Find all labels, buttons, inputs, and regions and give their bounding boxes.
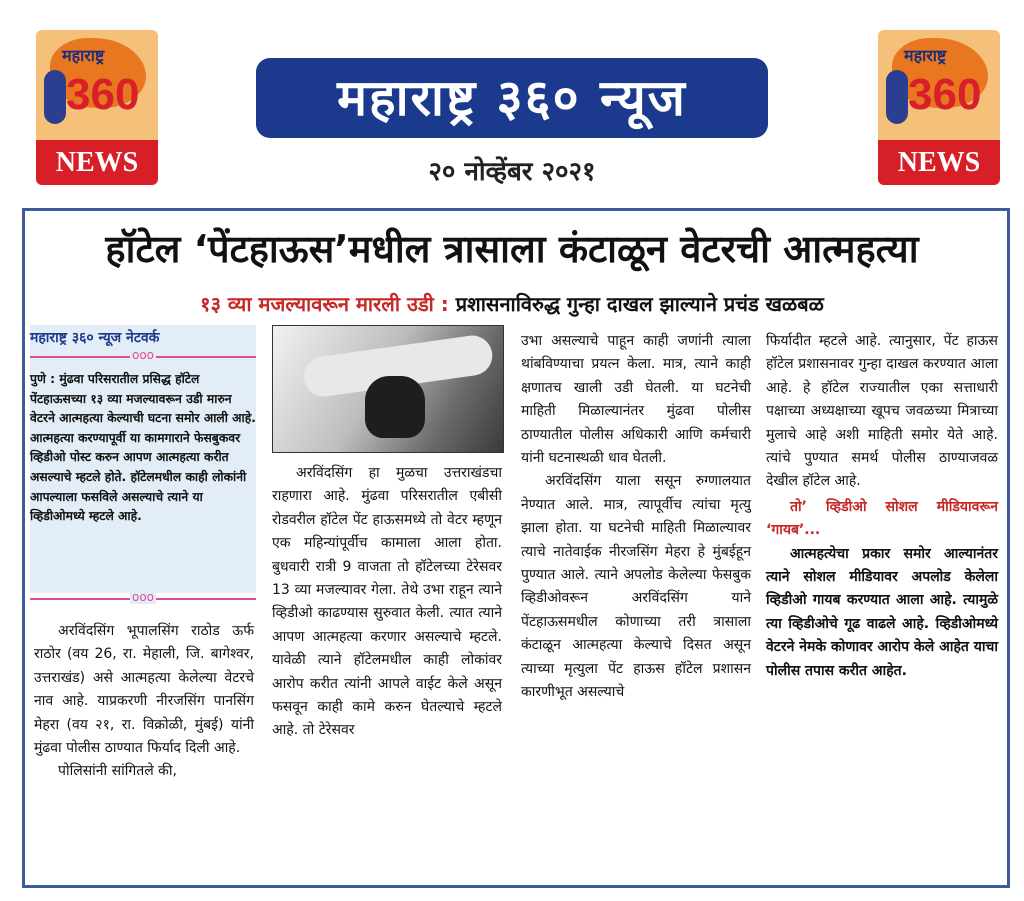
column-1-paragraph-2: पोलिसांनी सांगितले की, bbox=[58, 763, 177, 780]
logo-brand-text: महाराष्ट्र bbox=[904, 46, 947, 65]
ornament-icon: ooo bbox=[132, 590, 155, 604]
column-1-paragraph-1: अरविंदसिंग भूपालसिंग राठोड ऊर्फ राठोर (वय 26, रा. मेहाली, जि. बागेश्वर, उत्तराखंड) असे आत्महत्या केलेल्या वेटरचे नाव आहे. याप्रकरणी नीरजसिंग पानसिंग मेहरा (वय २१, रा. विक्रोळी, मुंबई) यांनी मुंढवा पोलीस ठाण्यात फिर्याद दिली आहे. bbox=[34, 623, 254, 757]
logo-news-label: NEWS bbox=[36, 140, 158, 185]
column-4-paragraph-2: आत्महत्येचा प्रकार समोर आल्यानंतर त्याने सोशल मीडियावर अपलोड केलेला व्हिडीओ गायब करण्यात आला आहे. त्यामुळे त्या व्हिडीओचे गूढ वाढले आहे. व्हिडीओमध्ये वेटरने नेमके कोणावर आरोप केले आहेत याचा पोलीस तपास करीत आहेत. bbox=[766, 545, 998, 679]
column-4 bbox=[766, 330, 998, 683]
ornament-divider-top bbox=[30, 348, 256, 362]
article-headline: हॉटेल ‘पेंटहाऊस’मधील त्रासाला कंटाळून वेटरची आत्महत्या bbox=[105, 227, 919, 271]
logo-news-label: NEWS bbox=[878, 140, 1000, 185]
publication-date: २० नोव्हेंबर २०२१ bbox=[428, 157, 596, 187]
logo-brand-text: महाराष्ट्र bbox=[62, 46, 105, 65]
column-2 bbox=[272, 462, 502, 743]
subhead-text: प्रशासनाविरुद्ध गुन्हा दाखल झाल्याने प्रचंड खळबळ bbox=[448, 292, 824, 316]
logo-right bbox=[878, 30, 1000, 185]
microphone-icon bbox=[44, 70, 66, 124]
column-3-paragraph-1: उभा असल्याचे पाहून काही जणांनी त्याला थांबविण्याचा प्रयत्न केला. मात्र, त्याने काही क्षणातच खाली उडी घेतली. या घटनेची माहिती मिळाल्यानंतर मुंढवा पोलीस ठाण्यातील पोलीस अधिकारी आणि कर्मचारी यांनी घटनास्थळी धाव घेतली. bbox=[521, 333, 751, 467]
logo-number: 360 bbox=[66, 70, 140, 119]
logo-number: 360 bbox=[908, 70, 982, 119]
microphone-icon bbox=[886, 70, 908, 124]
article-subhead bbox=[36, 290, 988, 317]
column-2-paragraph: अरविंदसिंग हा मुळचा उत्तराखंडचा राहणारा आहे. मुंढवा परिसरातील एबीसी रोडवरील हॉटेल पेंट हाऊसमध्ये तो वेटर म्हणून एक महिन्यांपूर्वीच कामाला आला होता. बुधवारी रात्री 9 वाजता तो हॉटेलच्या टेरेसवर 13 व्या मजल्यावर गेला. तेथे उभा राहून त्याने व्हिडीओ काढण्यास सुरुवात केली. त्यात त्याने आपण आत्महत्या करणार असल्याचे म्हटले. यावेळी त्याने हॉटेलमधील काही लोकांवर आरोप करीत त्यांनी आपले वाईट केले असून फसवून काही कामे करुन घेतल्याचे म्हटले आहे. तो टेरेसवर bbox=[272, 465, 502, 739]
column-3 bbox=[521, 330, 751, 705]
article-photo bbox=[272, 325, 504, 453]
logo-left bbox=[36, 30, 158, 185]
ornament-icon: ooo bbox=[132, 348, 155, 362]
column-1 bbox=[34, 620, 254, 784]
masthead-title: महाराष्ट्र ३६० न्यूज bbox=[256, 58, 768, 138]
photo-hand-shape bbox=[365, 376, 425, 438]
byline: महाराष्ट्र ३६० न्यूज नेटवर्क bbox=[30, 330, 160, 346]
ornament-divider-bottom bbox=[30, 590, 256, 604]
column-3-paragraph-2: अरविंदसिंग याला ससून रुग्णालयात नेण्यात आले. मात्र, त्यापूर्वीच त्यांचा मृत्यु झाला होता. या घटनेची माहिती मिळाल्यावर त्याचे नातेवाईक नीरजसिंग मेहरा हे मुंबईहून पुण्यात आले. त्याने अपलोड केलेल्या फेसबुक व्हिडीओवरून अरविंदसिंग याने पेंटहाऊसमधील कोणाच्या तरी त्रासाला कंटाळून आत्महत्या केल्याचे दिसत असून त्याच्या मृत्युला पेंट हाऊस हॉटेल प्रशासन कारणीभूत असल्याचे bbox=[521, 473, 751, 701]
lead-paragraph: पुणे : मुंढवा परिसरातील प्रसिद्ध हॉटेल पेंटहाऊसच्या १३ व्या मजल्यावरून उडी मारुन वेटरने आत्महत्या केल्याची घटना समोर आली आहे. आत्महत्या करण्यापूर्वी या कामगाराने फेसबुकवर व्हिडीओ पोस्ट करुन आपण आत्महत्या करीत असल्याचे म्हटले होते. हॉटेलमधील काही लोकांनी आपल्याला फसविले असल्याचे त्याने या व्हिडीओमध्ये म्हटले आहे. bbox=[30, 372, 256, 524]
column-4-subheading: तो’ व्हिडीओ सोशल मीडियावरून ‘गायब’... bbox=[766, 498, 998, 539]
column-4-paragraph-1: फिर्यादीत म्हटले आहे. त्यानुसार, पेंट हाऊस हॉटेल प्रशासनावर गुन्हा दाखल करण्यात आला आहे. हे हॉटेल राज्यातील एका सत्ताधारी पक्षाच्या अध्यक्षाच्या खूपच जवळच्या मित्राच्या मुलाचे आहे अशी माहिती समोर येते आहे. त्यांचे पुण्यात समर्थ पोलीस ठाण्याजवळ देखील हॉटेल आहे. bbox=[766, 333, 998, 490]
subhead-highlight: १३ व्या मजल्यावरून मारली उडी : bbox=[200, 292, 449, 316]
